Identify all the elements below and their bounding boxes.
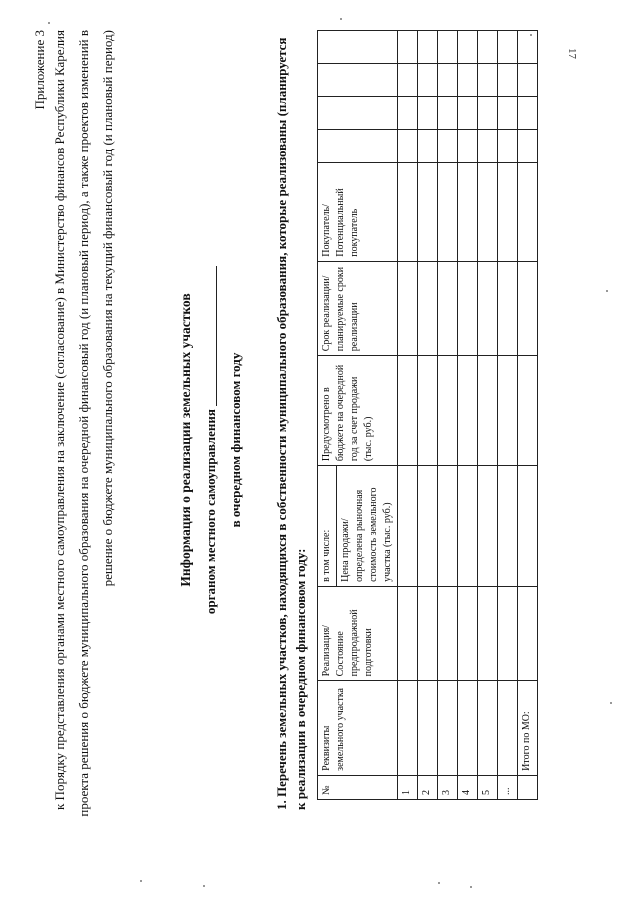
subtitle-prefix: органом местного самоуправления <box>203 409 218 615</box>
header-including: в том числе: <box>318 466 337 587</box>
header-empty <box>318 129 398 162</box>
document-subtitle <box>203 0 219 880</box>
header-requisites: Реквизиты земельного участка <box>318 681 398 775</box>
page-number: 17 <box>566 48 578 59</box>
total-label: Итого по МО: <box>518 681 538 775</box>
section-heading: 1. Перечень земельных участков, находящихся в собственности муниципального образования, которые реализованы (планируется к реализации в очередном финансовом году: <box>274 37 308 810</box>
row-number: 4 <box>458 775 478 799</box>
document-subtitle-line2: в очередном финансовом году <box>228 352 243 528</box>
header-note: к Порядку представления органами местного самоуправления на заключение (согласование) в Министерство финансов Республики Карелия проекта решения о бюджете муниципального образования на очередной финансовый год (и плановый период), а также проектов изменений в решение о бюджете муниципального образования на текущий финансовый год (и плановый период) <box>52 30 115 817</box>
header-empty <box>318 97 398 130</box>
row-number: 2 <box>418 775 438 799</box>
header-budget: Предусмотрено в бюджете на очередной год за счет продажи (тыс. руб.) <box>318 356 398 466</box>
header-term: Срок реализации/ планируемые сроки реализации <box>318 261 398 355</box>
header-buyer: Покупатель/ Потенциальный покупатель <box>318 162 398 261</box>
header-empty <box>318 64 398 97</box>
land-plots-table <box>317 30 538 800</box>
row-number: 5 <box>478 775 498 799</box>
header-empty <box>318 31 398 64</box>
table-row <box>438 31 458 800</box>
header-status: Реализация/ Состояние предпродажной подготовки <box>318 586 398 680</box>
table-row <box>418 31 438 800</box>
row-number: 1 <box>398 775 418 799</box>
table-row <box>398 31 418 800</box>
document-title: Информация о реализации земельных участков <box>178 293 193 587</box>
header-price: Цена продажи/ определена рыночная стоимость земельного участка (тыс. руб.) <box>337 466 398 587</box>
table-row <box>458 31 478 800</box>
row-number: 3 <box>438 775 458 799</box>
table-row <box>478 31 498 800</box>
appendix-label: Приложение 3 <box>32 30 47 110</box>
rotated-document-page <box>20 0 620 880</box>
row-number: ... <box>498 775 518 799</box>
blank-line <box>204 266 217 406</box>
table-row <box>498 31 518 800</box>
total-row <box>518 31 538 800</box>
header-no: № <box>318 775 398 799</box>
